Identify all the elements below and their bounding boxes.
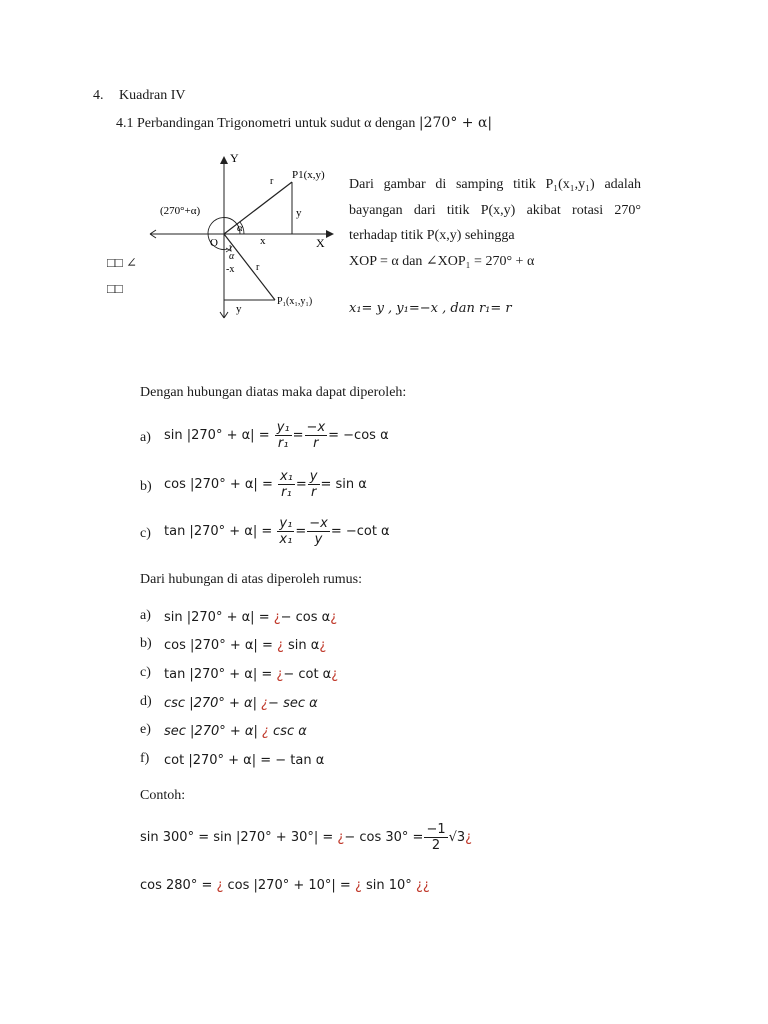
- side-glyph-1: □□ ∠: [107, 255, 137, 270]
- intro-text-1: Dengan hubungan diatas maka dapat diperoleh:: [140, 385, 407, 400]
- subsection-angle: |270° + α|: [418, 115, 493, 131]
- side-glyph-2: □□: [107, 281, 123, 296]
- section-number: 4.: [93, 88, 104, 103]
- formula-e-label: e): [140, 722, 151, 737]
- derivation-a-lhs: sin |270° + α| =: [164, 428, 270, 443]
- y-lower-label: y: [236, 303, 242, 315]
- angle-label: (270°+α): [160, 205, 201, 217]
- alpha-lower-label: α: [229, 251, 235, 262]
- example-2-glyph-1: ¿: [216, 878, 224, 893]
- derivation-b-f1-num: x₁: [279, 469, 293, 484]
- section-heading: [93, 88, 185, 104]
- formula-b-label: b): [140, 636, 152, 651]
- description-line-4: XOP = α dan ∠XOP₁ = 270° + α: [349, 253, 535, 269]
- derivation-c: tan |270° + α| = $\frac{\text{y₁}}{\text{x₁}}$ = $\frac{-x}{y}$ = −cot α: [164, 516, 390, 547]
- derivation-a-f2-den: r: [313, 436, 319, 451]
- x-axis-label: X: [316, 236, 325, 250]
- formula-a-glyph-2: ¿: [330, 610, 338, 625]
- example-label: Contoh:: [140, 788, 186, 803]
- formula-e: sec |270° + α| ¿ csc α: [164, 724, 307, 739]
- alpha-label: α: [237, 222, 243, 234]
- section-title: Kuadran IV: [119, 88, 186, 103]
- formula-d-label: d): [140, 694, 152, 709]
- formula-d: csc |270° + α| ¿− sec α: [164, 696, 318, 711]
- derivation-c-lhs: tan |270° + α| =: [164, 524, 273, 539]
- formula-b: cos |270° + α| = ¿ sin α¿: [164, 638, 327, 653]
- example-1-den: 2: [431, 838, 441, 853]
- formula-c-glyph-1: ¿: [276, 667, 284, 682]
- example-2-glyph-3: ¿¿: [415, 878, 430, 893]
- y-label: y: [296, 207, 302, 219]
- derivation-b-label: b): [140, 479, 152, 494]
- derivation-b-f2-num: y: [309, 469, 318, 484]
- derivation-b-result: = sin α: [320, 477, 367, 492]
- formula-c: tan |270° + α| = ¿− cot α¿: [164, 667, 339, 682]
- formula-b-glyph-2: ¿: [319, 638, 327, 653]
- description-line-2: bayangan dari titik P(x,y) akibat rotasi 270°: [349, 202, 641, 218]
- description-paragraph: [349, 172, 641, 274]
- description-line-1: Dari gambar di samping titik P₁(x₁,y₁) adalah: [349, 177, 641, 192]
- derivation-a: sin |270° + α| = $\frac{\text{y₁}}{\text{r₁}}$ = $\frac{-x}{r}$ = −cos α: [164, 420, 389, 451]
- example-1-glyph-1: ¿: [337, 830, 345, 845]
- derivation-a-f2-num: −x: [306, 420, 326, 435]
- derivation-c-f1-num: y₁: [279, 516, 293, 531]
- derivation-b-f1-den: r₁: [281, 485, 292, 500]
- rotation-figure: [145, 148, 345, 328]
- p-label: P1(x,y): [292, 169, 325, 181]
- formula-f-label: f): [140, 751, 150, 766]
- subsection-title: Perbandingan Trigonometri untuk sudut α dengan: [137, 116, 416, 131]
- intro-text-2: Dari hubungan di atas diperoleh rumus:: [140, 572, 363, 587]
- subsection-heading: [116, 115, 492, 132]
- derivation-b: cos |270° + α| = $\frac{\text{x₁}}{\text{r₁}}$ = $\frac{y}{r}$ = sin α: [164, 469, 367, 500]
- derivation-a-f1-num: y₁: [276, 420, 290, 435]
- derivation-c-f2-den: y: [314, 532, 323, 547]
- example-1: sin 300° = sin |270° + 30°| = ¿− cos 30° = $\frac{-1}{2}$ √3¿: [140, 822, 473, 853]
- derivation-c-label: c): [140, 526, 151, 541]
- formula-c-label: c): [140, 665, 151, 680]
- derivation-b-lhs: cos |270° + α| =: [164, 477, 273, 492]
- segment-op: [224, 182, 292, 234]
- formula-f: cot |270° + α| = − tan α: [164, 753, 325, 768]
- formula-a-label: a): [140, 608, 151, 623]
- formula-a: sin |270° + α| = ¿− cos α¿: [164, 610, 338, 625]
- example-2-glyph-2: ¿: [354, 878, 362, 893]
- y-axis-label: Y: [230, 151, 239, 165]
- description-line-3: terhadap titik P(x,y) sehingga: [349, 228, 515, 243]
- example-2: cos 280° = ¿ cos |270° + 10°| = ¿ sin 10° ¿¿: [140, 878, 430, 893]
- formula-a-glyph-1: ¿: [273, 610, 281, 625]
- derivation-a-label: a): [140, 430, 151, 445]
- subsection-number: 4.1: [116, 116, 134, 131]
- p1-label: P₁(x₁,y₁): [277, 296, 313, 307]
- formula-e-glyph: ¿: [261, 724, 269, 739]
- derivation-c-result: = −cot α: [330, 524, 390, 539]
- relation-line: x₁= y , y₁=−x , dan r₁= r: [349, 301, 512, 316]
- formula-d-glyph: ¿: [261, 696, 269, 711]
- origin-label: O: [210, 237, 218, 249]
- derivation-b-f2-den: r: [310, 485, 317, 500]
- derivation-a-result: = −cos α: [328, 428, 389, 443]
- derivation-c-f2-num: −x: [309, 516, 328, 531]
- derivation-a-f1-den: r₁: [277, 436, 289, 451]
- x-label: x: [260, 235, 266, 247]
- r-label: r: [270, 176, 274, 187]
- example-1-glyph-2: ¿: [465, 830, 473, 845]
- example-1-num: −1: [426, 822, 446, 837]
- derivation-c-f1-den: x₁: [279, 532, 293, 547]
- r-lower-label: r: [256, 262, 260, 273]
- neg-x-label: -x: [226, 264, 235, 275]
- formula-c-glyph-2: ¿: [331, 667, 339, 682]
- formula-b-glyph-1: ¿: [276, 638, 284, 653]
